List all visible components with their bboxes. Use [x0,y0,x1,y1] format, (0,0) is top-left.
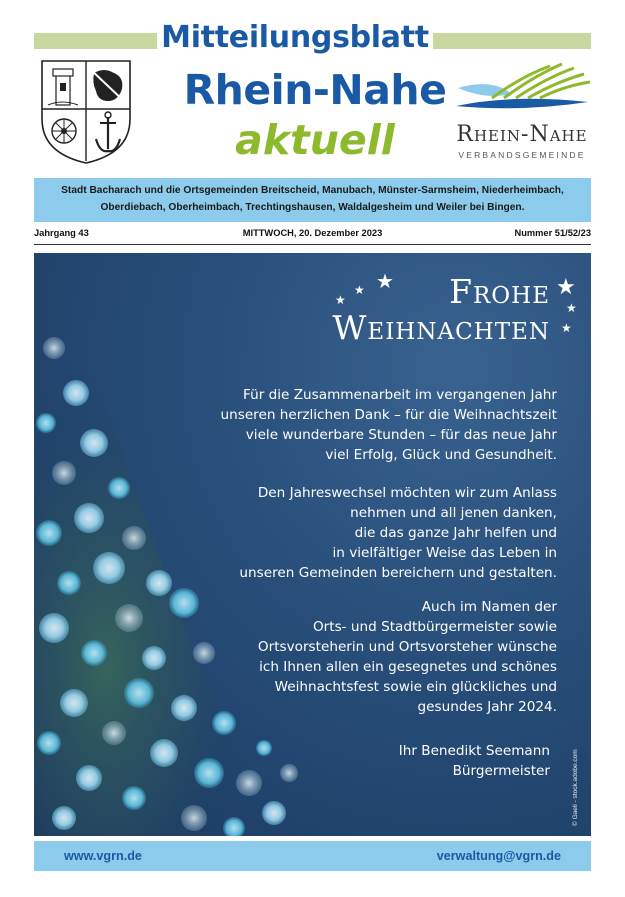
text-line: ich Ihnen allen ein gesegnetes und schönes [259,659,557,675]
signature [350,741,550,781]
municipalities-band [34,178,591,222]
greeting-line-2: Weihnachten [332,308,550,347]
photo-credit-text: © Gaeli - stock.adobe.com [572,749,579,826]
masthead-subtitle: Rhein-Nahe [183,66,447,114]
star-icon: ★ [335,293,346,307]
greeting-paragraph-1 [200,385,557,465]
signature-title: Bürgermeister [452,763,550,779]
municipalities-line-1: Stadt Bacharach und die Ortsgemeinden Breitscheid, Manubach, Münster-Sarmsheim, Niederheimbach, [61,185,564,196]
text-line: viele wunderbare Stunden – für das neue Jahr [245,427,557,443]
masthead-title-text: Mitteilungsblatt [157,20,433,55]
star-icon: ★ [354,283,365,297]
municipalities-line-2: Oberdiebach, Oberheimbach, Trechtingshausen, Waldalgesheim und Weiler bei Bingen. [100,202,525,213]
greeting-line-1: Frohe [449,272,550,311]
text-line: Den Jahreswechsel möchten wir zum Anlass [257,485,557,501]
text-line: gesundes Jahr 2024. [417,699,557,715]
photo-credit [562,746,579,826]
issue-date: MITTWOCH, 20. Dezember 2023 [242,228,383,238]
coat-of-arms-icon [38,57,134,167]
masthead-title [0,20,590,55]
verbandsgemeinde-logo-icon [452,58,592,118]
text-line: Für die Zusammenarbeit im vergangenen Jahr [243,387,557,403]
masthead-tagline: aktuell [235,116,395,164]
verbandsgemeinde-label: VERBANDSGEMEINDE [458,150,586,160]
footer-email-link[interactable]: verwaltung@vgrn.de [436,849,561,863]
issue-volume: Jahrgang 43 [34,228,89,238]
issue-line [34,228,591,242]
text-line: Orts- und Stadtbürgermeister sowie [312,619,557,635]
issue-number: Nummer 51/52/23 [514,228,591,238]
text-line: in vielfältiger Weise das Leben in [332,545,557,561]
star-icon: ★ [561,321,572,335]
verbandsgemeinde-name: Rhein-Nahe [456,122,588,147]
signature-name: Ihr Benedikt Seemann [398,743,550,759]
text-line: nehmen und all jenen danken, [350,505,557,521]
greeting-paragraph-3 [200,597,557,717]
text-line: unseren herzlichen Dank – für die Weihnachtszeit [220,407,557,423]
footer-band [34,841,591,871]
star-icon: ★ [566,301,577,315]
star-icon: ★ [376,271,394,293]
issue-divider [34,244,591,245]
text-line: Ortsvorsteherin und Ortsvorsteher wünsche [257,639,557,655]
text-line: Weihnachtsfest sowie ein glückliches und [274,679,557,695]
greeting-paragraph-2 [200,483,557,583]
text-line: unseren Gemeinden bereichern und gestalten. [239,565,557,581]
footer-website-link[interactable]: www.vgrn.de [64,849,142,863]
star-icon: ★ [556,274,576,299]
text-line: Auch im Namen der [421,599,557,615]
text-line: viel Erfolg, Glück und Gesundheit. [325,447,557,463]
text-line: die das ganze Jahr helfen und [354,525,557,541]
